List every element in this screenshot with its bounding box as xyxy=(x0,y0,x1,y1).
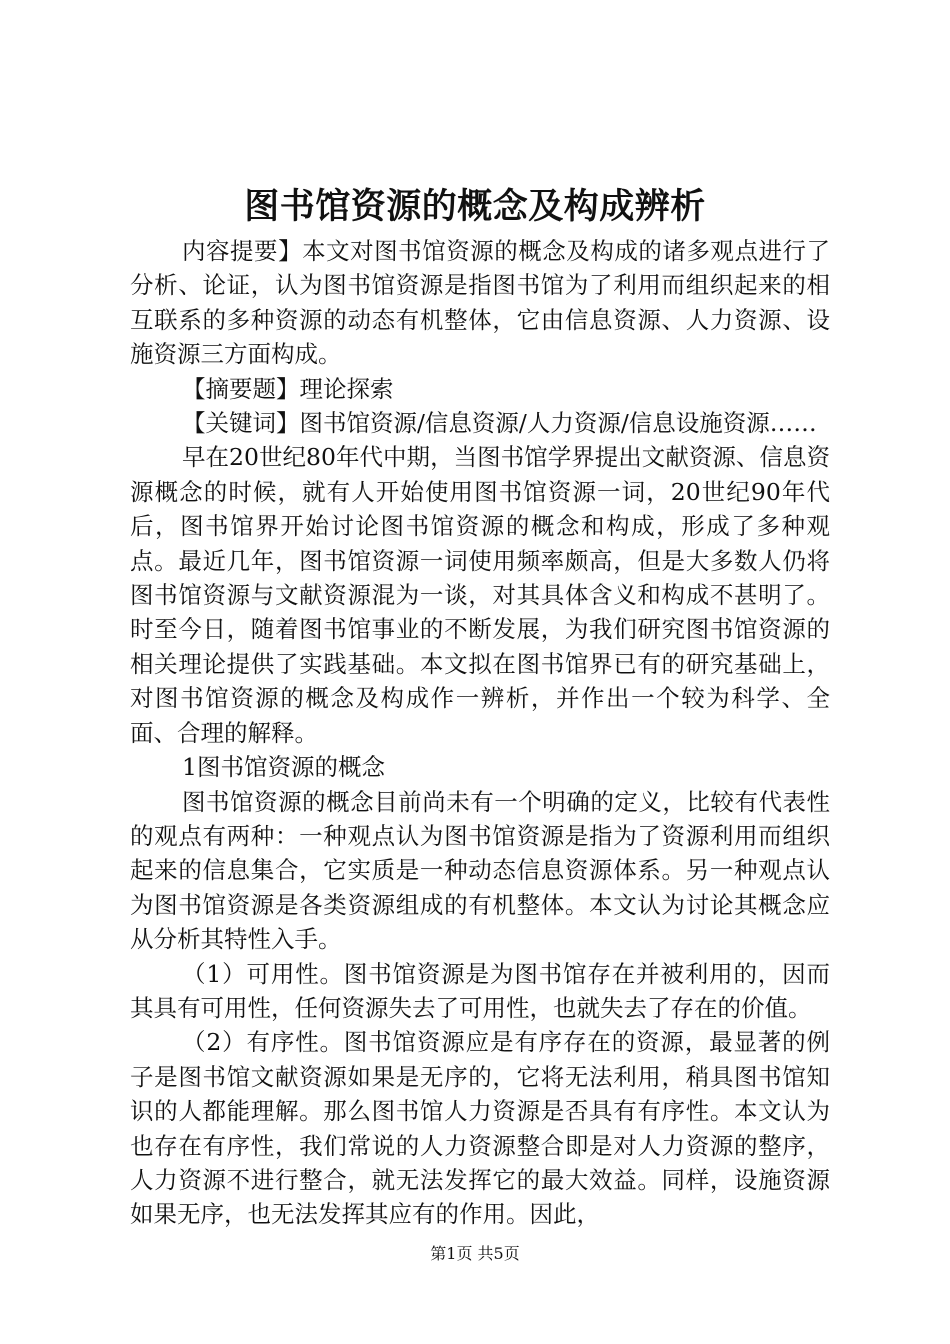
orderliness-paragraph: （2）有序性。图书馆资源应是有序存在的资源，最显著的例子是图书馆文献资源如果是无序的，它将无法利用，稍具图书馆知识的人都能理解。那么图书馆人力资源是否具有有序性。本文认为也存在有序性，我们常说的人力资源整合即是对人力资源的整序，人力资源不进行整合，就无法发挥它的最大效益。同样，设施资源如果无序，也无法发挥其应有的作用。因此， xyxy=(130,1028,830,1229)
page-number-footer: 第1页 共5页 xyxy=(430,1244,520,1263)
document-title: 图书馆资源的概念及构成辨析 xyxy=(244,186,706,227)
concept-paragraph: 图书馆资源的概念目前尚未有一个明确的定义，比较有代表性的观点有两种：一种观点认为图书馆资源是指为了资源利用而组织起来的信息集合，它实质是一种动态信息资源体系。另一种观点认为图书馆资源是各类资源组成的有机整体。本文认为讨论其概念应从分析其特性入手。 xyxy=(130,787,830,954)
abstract-paragraph: 内容提要】本文对图书馆资源的概念及构成的诸多观点进行了分析、论证，认为图书馆资源是指图书馆为了利用而组织起来的相互联系的多种资源的动态有机整体，它由信息资源、人力资源、设施资源三方面构成。 xyxy=(130,237,830,369)
document-body xyxy=(130,234,830,1232)
subject-line: 【摘要题】理论探索 xyxy=(182,374,394,403)
keywords-line: 【关键词】图书馆资源/信息资源/人力资源/信息设施资源…… xyxy=(182,409,817,438)
section-heading: 1图书馆资源的概念 xyxy=(182,753,385,782)
usability-paragraph: （1）可用性。图书馆资源是为图书馆存在并被利用的，因而其具有可用性，任何资源失去了可用性，也就失去了存在的价值。 xyxy=(130,959,830,1022)
intro-paragraph: 早在20世纪80年代中期，当图书馆学界提出文献资源、信息资源概念的时候，就有人开始使用图书馆资源一词，20世纪90年代后，图书馆界开始讨论图书馆资源的概念和构成，形成了多种观点。最近几年，图书馆资源一词使用频率颇高，但是大多数人仍将图书馆资源与文献资源混为一谈，对其具体含义和构成不甚明了。时至今日，随着图书馆事业的不断发展，为我们研究图书馆资源的相关理论提供了实践基础。本文拟在图书馆界已有的研究基础上，对图书馆资源的概念及构成作一辨析，并作出一个较为科学、全面、合理的解释。 xyxy=(130,443,830,747)
